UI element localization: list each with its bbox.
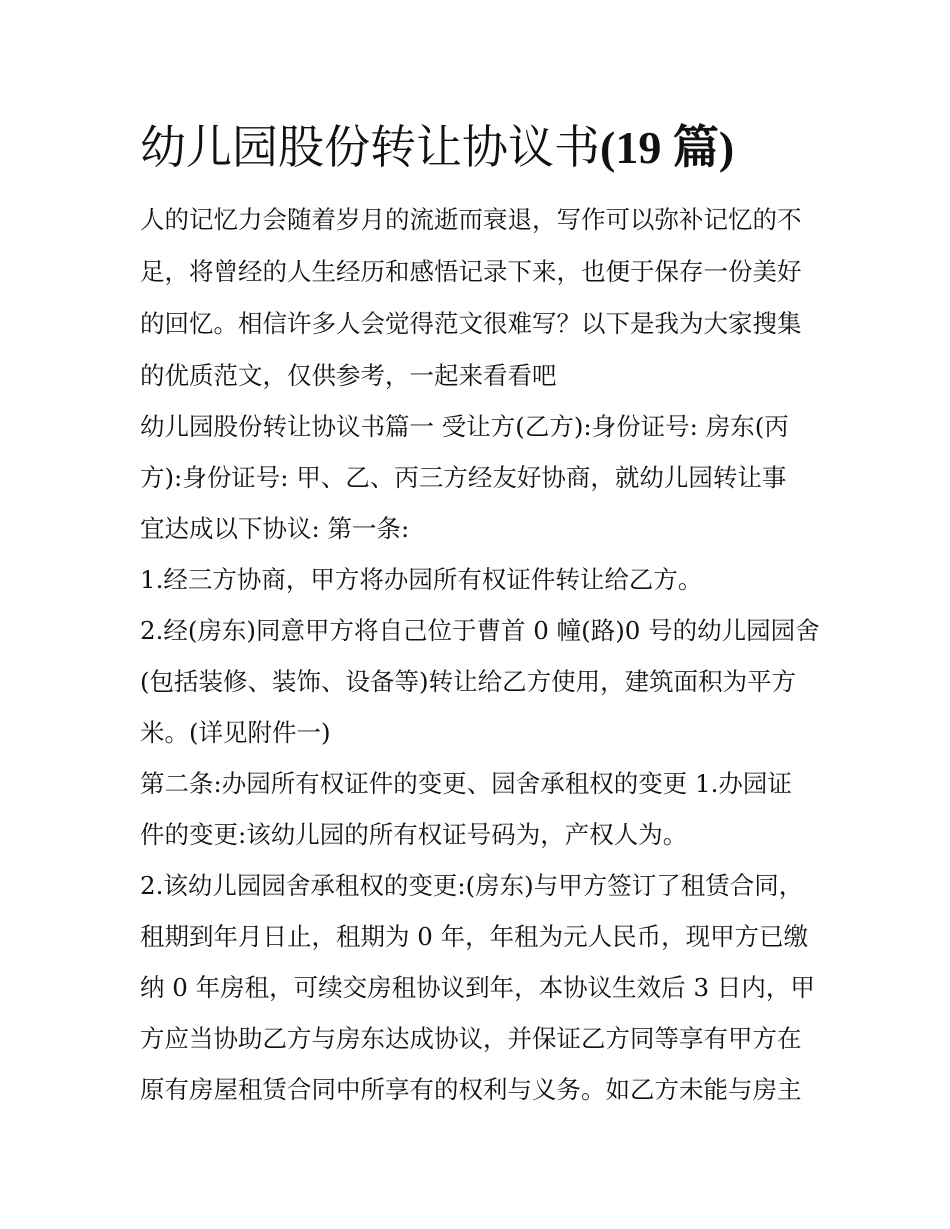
body-line: 租期到年月日止，租期为 0 年，年租为元人民币，现甲方已缴 [140, 922, 809, 951]
body-line: 纳 0 年房租，可续交房租协议到年，本协议生效后 3 日内，甲 [140, 973, 815, 1002]
body-line: 幼儿园股份转让协议书篇一 受让方(乙方):身份证号: 房东(丙 [140, 412, 789, 441]
body-line: 足，将曾经的人生经历和感悟记录下来，也便于保存一份美好 [140, 257, 802, 286]
body-line: 米。(详见附件一) [140, 718, 331, 747]
document-title [140, 112, 840, 183]
body-line: 2.经(房东)同意甲方将自己位于曹首 0 幢(路)0 号的幼儿园园舍 [140, 616, 820, 645]
body-line: 宜达成以下协议: 第一条: [140, 514, 410, 543]
body-line: 件的变更:该幼儿园的所有权证号码为，产权人为。 [140, 820, 688, 849]
body-line: 人的记忆力会随着岁月的流逝而衰退，写作可以弥补记忆的不 [140, 205, 802, 234]
body-line: 原有房屋租赁合同中所享有的权利与义务。如乙方未能与房主 [140, 1075, 802, 1104]
title-count: (19 篇) [600, 122, 735, 173]
body-line: 方应当协助乙方与房东达成协议，并保证乙方同等享有甲方在 [140, 1024, 802, 1053]
body-line: 的优质范文，仅供参考，一起来看看吧 [140, 361, 557, 390]
body-line: 1.经三方协商，甲方将办园所有权证件转让给乙方。 [140, 565, 703, 594]
body-line: 的回忆。相信许多人会觉得范文很难写？以下是我为大家搜集 [140, 309, 802, 338]
body-line: (包括装修、装饰、设备等)转让给乙方使用，建筑面积为平方 [140, 667, 797, 696]
title-text: 幼儿园股份转让协议书 [140, 120, 600, 174]
body-line: 2.该幼儿园园舍承租权的变更:(房东)与甲方签订了租赁合同， [140, 871, 804, 900]
body-line: 第二条:办园所有权证件的变更、园舍承租权的变更 1.办园证 [140, 769, 792, 798]
body-line: 方):身份证号: 甲、乙、丙三方经友好协商，就幼儿园转让事 [140, 463, 787, 492]
